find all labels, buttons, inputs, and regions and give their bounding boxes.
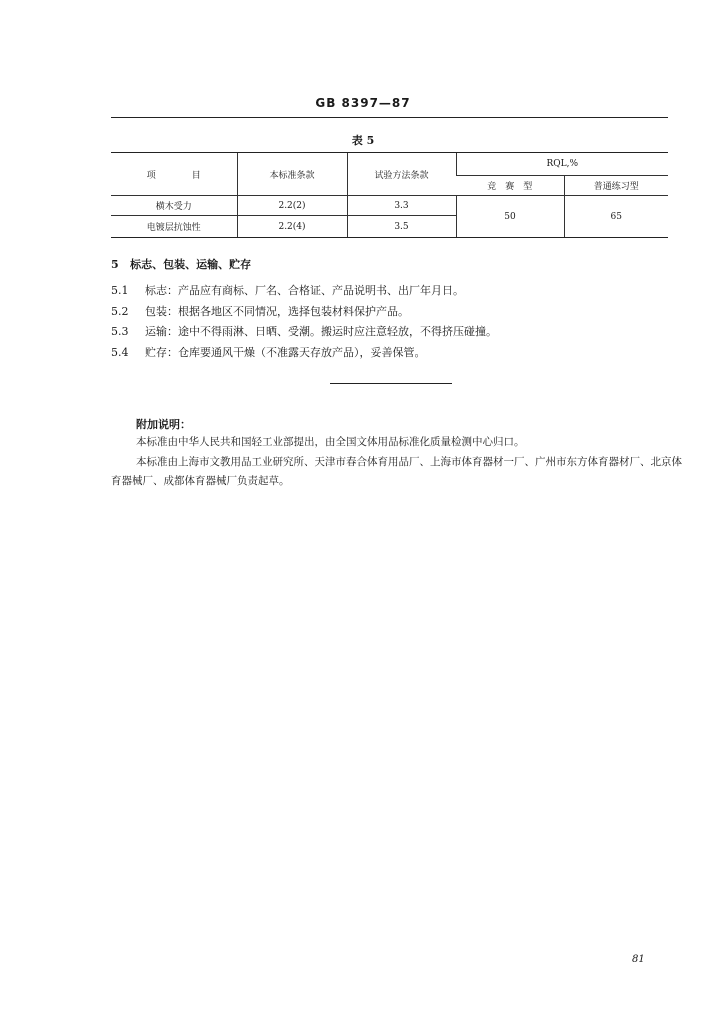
clause-text: 贮存：仓库要通风干燥（不准露天存放产品），妥善保管。 <box>145 345 426 359</box>
clause-text: 包装：根据各地区不同情况，选择包装材料保护产品。 <box>145 304 409 318</box>
clause-item <box>111 282 497 303</box>
table-caption: 表 5 <box>351 134 375 147</box>
column-header-practice: 普通练习型 <box>564 176 668 196</box>
clause-text: 运输：途中不得雨淋、日晒、受潮。搬运时应注意轻放，不得挤压碰撞。 <box>145 325 497 338</box>
notes-paragraph: 本标准由中华人民共和国轻工业部提出，由全国文体用品标准化质量检测中心归口。 <box>136 436 525 448</box>
cell-method: 3.5 <box>347 216 456 238</box>
clause-number: 5.1 <box>111 284 129 297</box>
clause-number: 5.2 <box>111 304 129 318</box>
clause-text: 标志：产品应有商标、厂名、合格证、产品说明书、出厂年月日。 <box>145 284 464 297</box>
clause-item <box>111 344 497 365</box>
header-rule <box>111 117 668 118</box>
clause-number: 5.4 <box>111 345 129 359</box>
cell-method: 3.3 <box>347 196 456 216</box>
column-header-clause: 本标准条款 <box>237 153 347 196</box>
table-row <box>111 196 668 216</box>
standard-code-header: GB 8397—87 <box>315 96 411 110</box>
cell-item: 横木受力 <box>111 196 237 216</box>
column-header-item: 项 目 <box>111 153 237 196</box>
clause-number: 5.3 <box>111 325 129 338</box>
notes-title: 附加说明： <box>136 418 191 431</box>
cell-clause: 2.2(2) <box>237 196 347 216</box>
section-heading <box>111 256 251 272</box>
notes-paragraph: 本标准由上海市文教用品工业研究所、天津市春合体育用品厂、上海市体育器材一厂、广州市东方体育器材厂、北京体育器械厂、成都体育器械厂负责起草。 <box>111 456 682 487</box>
clause-item <box>111 323 497 344</box>
data-table <box>111 152 668 238</box>
column-header-method: 试验方法条款 <box>347 153 456 196</box>
clause-item <box>111 303 497 324</box>
cell-rql-practice: 65 <box>564 196 668 238</box>
column-header-competition: 竞 赛 型 <box>456 176 564 196</box>
section-divider <box>330 383 452 384</box>
cell-rql-competition: 50 <box>456 196 564 238</box>
cell-item: 电镀层抗蚀性 <box>111 216 237 238</box>
column-header-rql: RQL,% <box>456 153 668 176</box>
page-number: 81 <box>632 954 645 965</box>
clause-list <box>111 282 497 364</box>
section-title: 标志、包装、运输、贮存 <box>130 258 252 271</box>
cell-clause: 2.2(4) <box>237 216 347 238</box>
section-number: 5 <box>111 258 119 271</box>
